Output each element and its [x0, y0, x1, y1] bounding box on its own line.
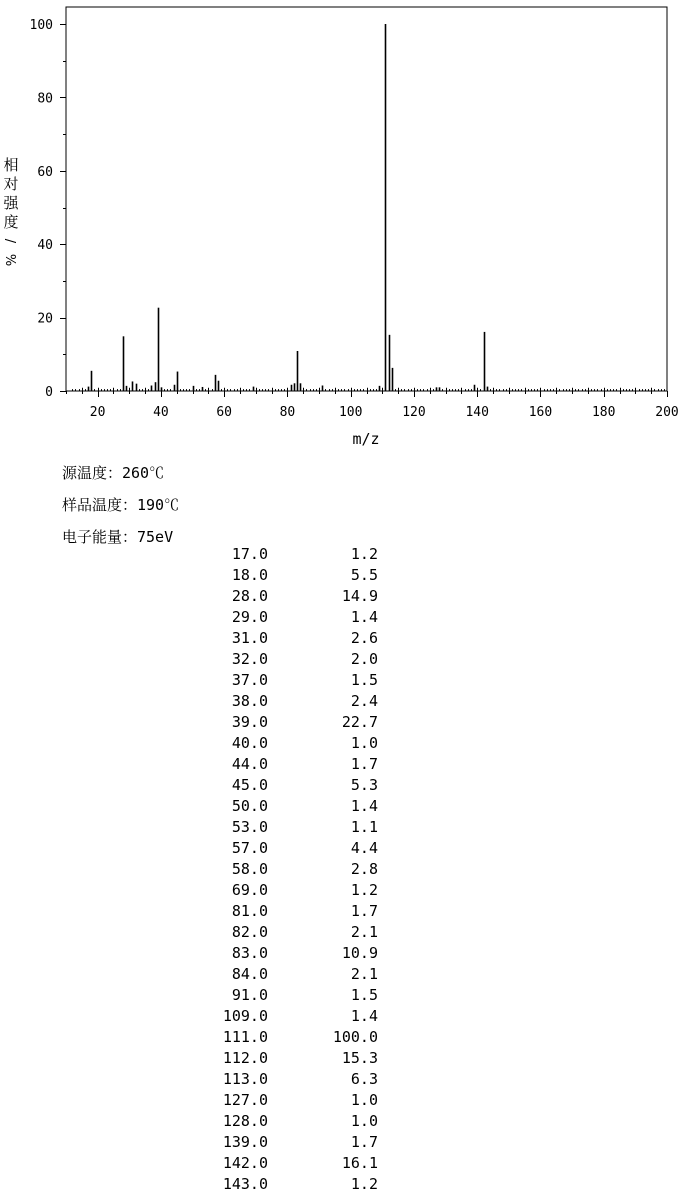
table-row — [0, 545, 680, 566]
relative-intensity-value: 1.2 — [350, 881, 378, 899]
x-axis-label: m/z — [352, 430, 380, 448]
mz-value: 18.0 — [231, 566, 268, 584]
mz-value: 139.0 — [222, 1133, 268, 1151]
table-row — [0, 944, 680, 965]
relative-intensity-value: 1.7 — [350, 902, 378, 920]
relative-intensity-value: 1.0 — [350, 1112, 378, 1130]
relative-intensity-value: 1.4 — [350, 1007, 378, 1025]
table-row — [0, 566, 680, 587]
mz-value: 29.0 — [231, 608, 268, 626]
table-row — [0, 1154, 680, 1175]
mz-value: 111.0 — [222, 1028, 268, 1046]
x-tick-label: 160 — [528, 405, 553, 420]
x-axis-ticks — [67, 391, 679, 420]
x-tick-label: 60 — [216, 405, 232, 420]
relative-intensity-value: 100.0 — [332, 1028, 378, 1046]
table-row — [0, 755, 680, 776]
mz-value: 32.0 — [231, 650, 268, 668]
relative-intensity-value: 1.4 — [350, 797, 378, 815]
mz-value: 142.0 — [222, 1154, 268, 1172]
relative-intensity-value: 2.6 — [350, 629, 378, 647]
y-axis-label-char: % — [2, 253, 17, 267]
relative-intensity-value: 2.0 — [350, 650, 378, 668]
relative-intensity-value: 5.3 — [350, 776, 378, 794]
mz-value: 38.0 — [231, 692, 268, 710]
table-row — [0, 1112, 680, 1133]
table-row — [0, 713, 680, 734]
table-row — [0, 1049, 680, 1070]
mz-value: 128.0 — [222, 1112, 268, 1130]
table-row — [0, 1070, 680, 1091]
mz-value: 127.0 — [222, 1091, 268, 1109]
relative-intensity-value: 1.0 — [350, 734, 378, 752]
table-row — [0, 692, 680, 713]
mz-value: 40.0 — [231, 734, 268, 752]
x-tick-label: 40 — [153, 405, 169, 420]
relative-intensity-value: 2.4 — [350, 692, 378, 710]
table-row — [0, 734, 680, 755]
relative-intensity-value: 1.7 — [350, 1133, 378, 1151]
y-tick-label: 100 — [29, 18, 53, 33]
table-row — [0, 818, 680, 839]
relative-intensity-value: 15.3 — [341, 1049, 378, 1067]
table-row — [0, 1133, 680, 1154]
relative-intensity-value: 1.2 — [350, 545, 378, 563]
peak-bars — [89, 24, 488, 391]
relative-intensity-value: 14.9 — [341, 587, 378, 605]
table-row — [0, 902, 680, 923]
table-row — [0, 923, 680, 944]
table-row — [0, 650, 680, 671]
x-tick-label: 80 — [279, 405, 296, 420]
y-axis-label-char: 相 — [3, 156, 19, 174]
relative-intensity-value: 1.5 — [350, 671, 378, 689]
mz-value: 112.0 — [222, 1049, 268, 1067]
table-row — [0, 839, 680, 860]
y-axis-ticks — [30, 18, 66, 400]
table-row — [0, 1007, 680, 1028]
mz-value: 44.0 — [231, 755, 268, 773]
relative-intensity-value: 5.5 — [350, 566, 378, 584]
relative-intensity-value: 1.1 — [350, 818, 378, 836]
table-row — [0, 608, 680, 629]
y-axis-label-char: 对 — [3, 175, 19, 193]
plot-frame — [66, 7, 667, 391]
mz-value: 84.0 — [231, 965, 268, 983]
relative-intensity-value: 2.8 — [350, 860, 378, 878]
mass-spectrum-chart — [0, 0, 680, 455]
x-tick-label: 180 — [591, 405, 616, 420]
y-tick-label: 0 — [45, 385, 53, 400]
table-row — [0, 587, 680, 608]
mz-value: 45.0 — [231, 776, 268, 794]
y-tick-label: 20 — [37, 311, 53, 327]
peak-table — [0, 545, 680, 1196]
y-tick-label: 80 — [37, 91, 53, 107]
relative-intensity-value: 1.2 — [350, 1175, 378, 1193]
mz-value: 50.0 — [231, 797, 268, 815]
relative-intensity-value: 1.5 — [350, 986, 378, 1004]
mz-value: 53.0 — [231, 818, 268, 836]
mz-value: 91.0 — [231, 986, 268, 1004]
relative-intensity-value: 2.1 — [350, 965, 378, 983]
mz-value: 57.0 — [231, 839, 268, 857]
y-tick-label: 60 — [37, 164, 53, 180]
plot-border — [66, 7, 667, 391]
relative-intensity-value: 6.3 — [350, 1070, 378, 1088]
x-tick-label: 140 — [465, 405, 489, 420]
x-tick-label: 20 — [89, 405, 106, 420]
x-tick-label: 100 — [338, 405, 363, 420]
table-row — [0, 1091, 680, 1112]
y-axis-label-char: / — [2, 238, 17, 244]
mz-value: 83.0 — [231, 944, 268, 962]
y-axis-label-char: 度 — [3, 213, 19, 231]
relative-intensity-value: 4.4 — [350, 839, 378, 857]
table-row — [0, 1028, 680, 1049]
table-row — [0, 776, 680, 797]
relative-intensity-value: 16.1 — [341, 1154, 378, 1172]
table-row — [0, 881, 680, 902]
table-row — [0, 1175, 680, 1196]
mz-value: 81.0 — [231, 902, 268, 920]
x-tick-label: 200 — [655, 405, 679, 420]
relative-intensity-value: 1.0 — [350, 1091, 378, 1109]
table-row — [0, 797, 680, 818]
y-axis-label-char: 强 — [3, 194, 19, 212]
mz-value: 58.0 — [231, 860, 268, 878]
table-row — [0, 671, 680, 692]
mz-value: 109.0 — [222, 1007, 268, 1025]
mz-value: 113.0 — [222, 1070, 268, 1088]
relative-intensity-value: 1.7 — [350, 755, 378, 773]
sample-temperature: 样品温度：190℃ — [62, 496, 180, 514]
relative-intensity-value: 2.1 — [350, 923, 378, 941]
mz-value: 69.0 — [231, 881, 268, 899]
relative-intensity-value: 10.9 — [341, 944, 378, 962]
mz-value: 17.0 — [231, 545, 268, 563]
mz-value: 82.0 — [231, 923, 268, 941]
x-tick-label: 120 — [402, 405, 426, 420]
table-row — [0, 965, 680, 986]
mz-value: 39.0 — [231, 713, 268, 731]
mz-value: 143.0 — [222, 1175, 268, 1193]
relative-intensity-value: 22.7 — [341, 713, 378, 731]
y-tick-label: 40 — [37, 238, 53, 254]
mz-value: 28.0 — [231, 587, 268, 605]
relative-intensity-value: 1.4 — [350, 608, 378, 626]
y-axis-label — [2, 156, 19, 266]
electron-energy: 电子能量：75eV — [62, 528, 174, 546]
mz-value: 31.0 — [231, 629, 268, 647]
source-temperature: 源温度：260℃ — [62, 464, 165, 482]
table-row — [0, 629, 680, 650]
table-row — [0, 860, 680, 881]
mz-value: 37.0 — [231, 671, 268, 689]
table-row — [0, 986, 680, 1007]
